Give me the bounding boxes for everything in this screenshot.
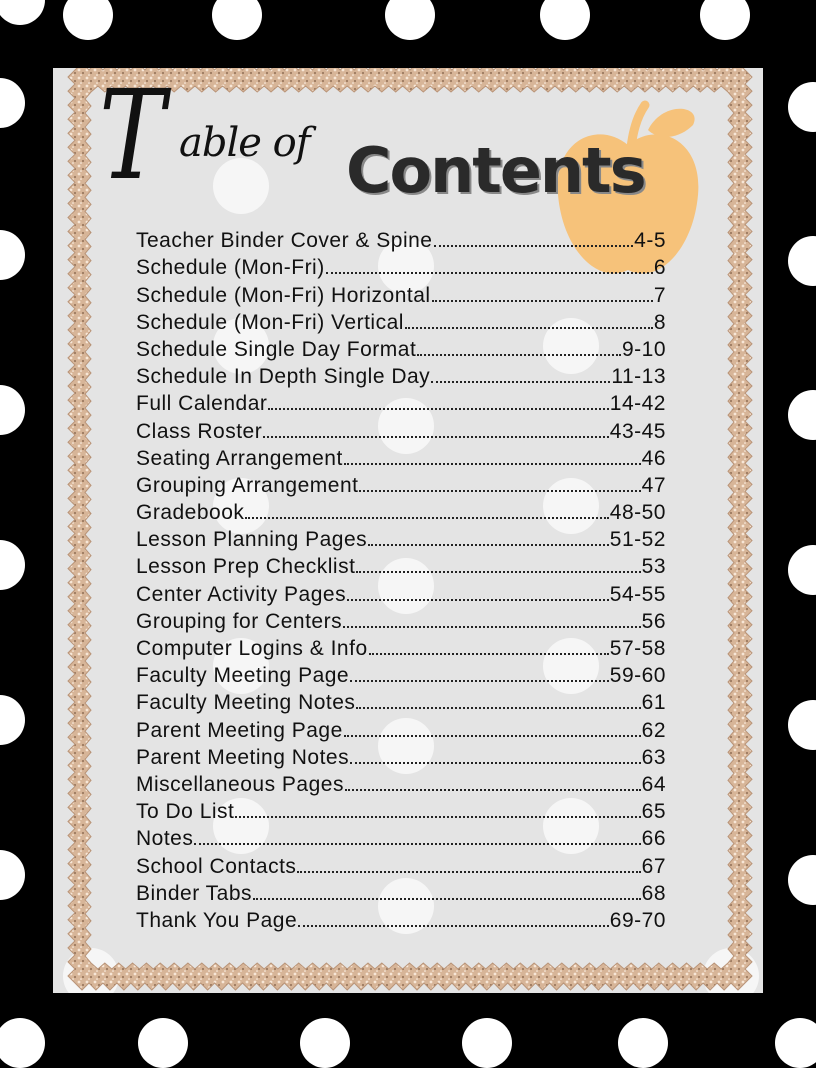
toc-dot-leader bbox=[350, 680, 609, 682]
toc-entry bbox=[136, 280, 666, 307]
toc-entry-label: Lesson Prep Checklist bbox=[136, 555, 356, 579]
border-dot bbox=[0, 230, 25, 280]
toc-entry-page: 68 bbox=[641, 881, 666, 905]
border-dot bbox=[300, 1018, 350, 1068]
toc-entry-label: Parent Meeting Page bbox=[136, 718, 343, 742]
toc-dot-leader bbox=[343, 626, 641, 628]
title-big: Contents bbox=[346, 134, 645, 207]
toc-dot-leader bbox=[417, 354, 621, 356]
toc-dot-leader bbox=[368, 544, 609, 546]
toc-entry bbox=[136, 797, 666, 824]
toc-dot-leader bbox=[434, 245, 634, 247]
toc-entry-page: 14-42 bbox=[609, 392, 666, 416]
toc-entry-label: Binder Tabs bbox=[136, 881, 253, 905]
toc-entry-page: 57-58 bbox=[609, 637, 666, 660]
toc-entry-page: 47 bbox=[641, 473, 666, 497]
border-dot bbox=[618, 1018, 668, 1068]
toc-entry-label: Gradebook bbox=[136, 501, 245, 525]
toc-entry-page: 51-52 bbox=[609, 528, 666, 552]
toc-entry bbox=[136, 253, 666, 280]
toc-entry bbox=[136, 498, 666, 525]
toc-entry-page: 6 bbox=[653, 256, 666, 280]
toc-dot-leader bbox=[345, 789, 641, 791]
border-dot bbox=[0, 78, 25, 128]
toc-entry bbox=[136, 579, 666, 606]
toc-entry-page: 63 bbox=[641, 745, 666, 769]
toc-entry-label: Center Activity Pages bbox=[136, 582, 347, 606]
toc-dot-leader bbox=[432, 300, 653, 302]
toc-dot-leader bbox=[350, 762, 641, 764]
toc-entry-label: Notes bbox=[136, 827, 194, 851]
toc-entry-label: Lesson Planning Pages bbox=[136, 528, 368, 552]
border-dot bbox=[700, 0, 750, 40]
toc-entry-label: School Contacts bbox=[136, 854, 297, 878]
border-dot bbox=[788, 855, 816, 905]
border-dot bbox=[385, 0, 435, 40]
toc-entry-page: 65 bbox=[641, 800, 666, 824]
toc-entry-label: Schedule In Depth Single Day bbox=[136, 365, 431, 389]
toc-entry-label: Faculty Meeting Page bbox=[136, 664, 350, 688]
toc-entry bbox=[136, 335, 666, 362]
toc-entry-page: 48-50 bbox=[609, 501, 666, 525]
toc-entry-label: Class Roster bbox=[136, 419, 263, 443]
border-dot bbox=[0, 1018, 45, 1068]
toc-entry bbox=[136, 444, 666, 471]
toc-entry bbox=[136, 770, 666, 797]
toc-dot-leader bbox=[235, 816, 640, 818]
toc-entry-label: Schedule Single Day Format bbox=[136, 337, 417, 361]
toc-entry bbox=[136, 906, 666, 933]
toc-entry-page: 46 bbox=[641, 446, 666, 470]
toc-dot-leader bbox=[344, 463, 641, 465]
border-dot bbox=[212, 0, 262, 40]
border-dot bbox=[775, 1018, 816, 1068]
toc-entry bbox=[136, 525, 666, 552]
toc-entry-label: Thank You Page bbox=[136, 908, 298, 932]
toc-entry-page: 54-55 bbox=[609, 582, 666, 606]
toc-entry bbox=[136, 308, 666, 335]
toc-entry-label: To Do List bbox=[136, 800, 235, 824]
toc-entry-page: 66 bbox=[641, 827, 666, 851]
toc-entry bbox=[136, 743, 666, 770]
border-dot bbox=[0, 385, 25, 435]
toc-entry bbox=[136, 661, 666, 688]
border-dot bbox=[462, 1018, 512, 1068]
toc-entry-label: Seating Arrangement bbox=[136, 446, 343, 470]
toc-entry-page: 56 bbox=[641, 609, 666, 633]
toc-entry-label: Computer Logins & Info bbox=[136, 637, 368, 660]
toc-dot-leader bbox=[245, 517, 608, 519]
border-dot bbox=[788, 390, 816, 440]
toc-entry bbox=[136, 715, 666, 742]
toc-entry bbox=[136, 389, 666, 416]
title-initial: T bbox=[99, 68, 166, 208]
toc-entry-page: 11-13 bbox=[611, 365, 666, 389]
toc-entry bbox=[136, 607, 666, 634]
title-small: able of bbox=[179, 120, 310, 166]
toc-entry bbox=[136, 416, 666, 443]
toc-entry-label: Schedule (Mon-Fri) Vertical bbox=[136, 310, 404, 334]
toc-dot-leader bbox=[359, 490, 640, 492]
toc-entry-page: 4-5 bbox=[634, 229, 666, 253]
toc-dot-leader bbox=[405, 327, 653, 329]
toc-entry-page: 8 bbox=[653, 310, 666, 334]
toc-page bbox=[53, 68, 763, 993]
toc-dot-leader bbox=[263, 436, 609, 438]
toc-dot-leader bbox=[297, 871, 640, 873]
border-dot bbox=[63, 0, 113, 40]
toc-entry-label: Parent Meeting Notes bbox=[136, 745, 350, 769]
toc-entry-page: 9-10 bbox=[621, 337, 666, 361]
toc-entry-label: Grouping Arrangement bbox=[136, 473, 359, 497]
toc-entry-label: Schedule (Mon-Fri) Horizontal bbox=[136, 283, 431, 307]
border-dot bbox=[788, 82, 816, 132]
border-dot bbox=[788, 700, 816, 750]
toc-entry bbox=[136, 634, 666, 661]
toc-entry bbox=[136, 362, 666, 389]
toc-dot-leader bbox=[326, 272, 653, 274]
toc-entry bbox=[136, 471, 666, 498]
toc-dot-leader bbox=[298, 925, 609, 927]
toc-entry bbox=[136, 226, 666, 253]
border-dot bbox=[0, 695, 25, 745]
toc-entry bbox=[136, 851, 666, 878]
border-dot bbox=[540, 0, 590, 40]
toc-entry-page: 59-60 bbox=[609, 664, 666, 688]
toc-entry-label: Full Calendar bbox=[136, 392, 268, 416]
toc-entry bbox=[136, 552, 666, 579]
border-dot bbox=[0, 540, 25, 590]
border-dot bbox=[138, 1018, 188, 1068]
border-dot bbox=[788, 545, 816, 595]
toc-entry bbox=[136, 879, 666, 906]
toc-entry-label: Teacher Binder Cover & Spine bbox=[136, 229, 433, 253]
toc-dot-leader bbox=[356, 707, 640, 709]
border-dot bbox=[788, 236, 816, 286]
toc-entry-label: Faculty Meeting Notes bbox=[136, 691, 356, 715]
toc-entry-page: 67 bbox=[641, 854, 666, 878]
toc-dot-leader bbox=[369, 653, 609, 655]
toc-entry-page: 62 bbox=[641, 718, 666, 742]
toc-entry-page: 64 bbox=[641, 772, 666, 796]
toc-entry-label: Grouping for Centers bbox=[136, 609, 343, 633]
toc-entry-label: Miscellaneous Pages bbox=[136, 772, 344, 796]
toc-dot-leader bbox=[268, 408, 608, 410]
toc-entry-page: 61 bbox=[641, 691, 666, 715]
border-dot bbox=[0, 0, 45, 25]
toc-dot-leader bbox=[344, 735, 641, 737]
toc-entry-page: 43-45 bbox=[609, 419, 666, 443]
border-dot bbox=[0, 850, 25, 900]
toc-dot-leader bbox=[431, 381, 610, 383]
toc-dot-leader bbox=[194, 843, 640, 845]
toc-entry-page: 69-70 bbox=[609, 908, 666, 932]
toc-dot-leader bbox=[253, 898, 641, 900]
toc-entry-page: 7 bbox=[653, 283, 666, 307]
toc-dot-leader bbox=[356, 571, 640, 573]
toc-entry-page: 53 bbox=[641, 555, 666, 579]
toc-entry bbox=[136, 688, 666, 715]
toc-dot-leader bbox=[347, 599, 609, 601]
toc-list bbox=[136, 226, 666, 933]
toc-entry-label: Schedule (Mon-Fri) bbox=[136, 256, 325, 280]
toc-entry bbox=[136, 824, 666, 851]
